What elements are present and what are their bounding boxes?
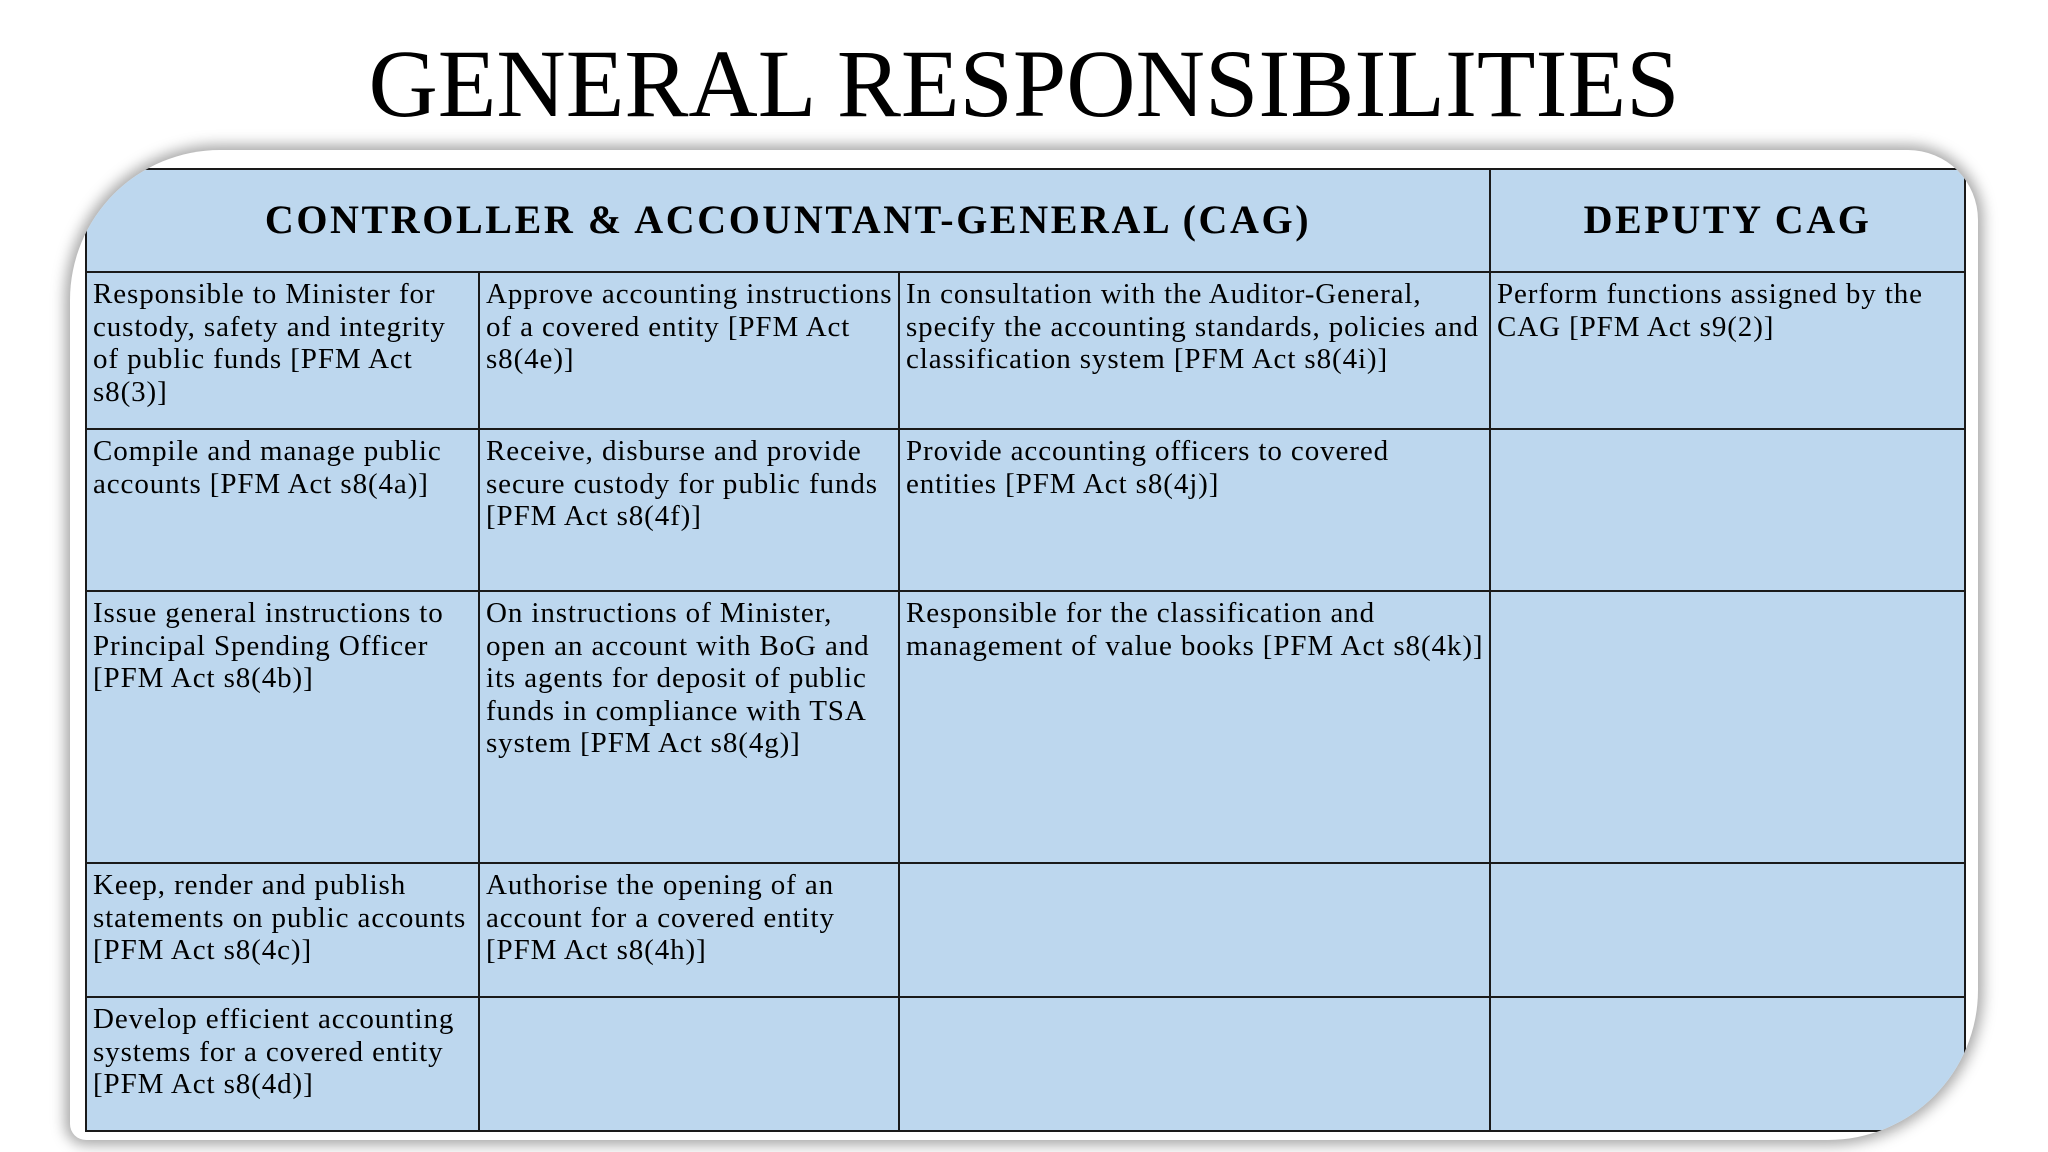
table-row <box>86 591 1965 863</box>
table-cell-empty <box>899 863 1490 997</box>
table-cell-empty <box>1490 863 1965 997</box>
header-cag: CONTROLLER & ACCOUNTANT-GENERAL (CAG) <box>86 169 1490 272</box>
table-row <box>86 997 1965 1131</box>
table-cell: Perform functions assigned by the CAG [PFM Act s9(2)] <box>1490 272 1965 429</box>
header-deputy-cag: DEPUTY CAG <box>1490 169 1965 272</box>
table-cell: Authorise the opening of an account for a covered entity [PFM Act s8(4h)] <box>479 863 899 997</box>
table-cell-empty <box>479 997 899 1131</box>
table-cell: Responsible for the classification and management of value books [PFM Act s8(4k)] <box>899 591 1490 863</box>
table-clip <box>70 150 1978 1140</box>
table-cell: In consultation with the Auditor-General, specify the accounting standards, policies and classification system [PFM Act s8(4i)] <box>899 272 1490 429</box>
table-cell: Provide accounting officers to covered entities [PFM Act s8(4j)] <box>899 429 1490 591</box>
table-cell: Compile and manage public accounts [PFM Act s8(4a)] <box>86 429 479 591</box>
responsibilities-table <box>85 168 1966 1132</box>
table-cell-empty <box>1490 997 1965 1131</box>
table-cell: Keep, render and publish statements on public accounts [PFM Act s8(4c)] <box>86 863 479 997</box>
table-header-row <box>86 169 1965 272</box>
table-cell-empty <box>1490 591 1965 863</box>
table-cell-empty <box>1490 429 1965 591</box>
table-row <box>86 863 1965 997</box>
table-cell: Receive, disburse and provide secure custody for public funds [PFM Act s8(4f)] <box>479 429 899 591</box>
table-cell: Responsible to Minister for custody, safety and integrity of public funds [PFM Act s8(3)] <box>86 272 479 429</box>
table-cell-empty <box>899 997 1490 1131</box>
table-cell: Approve accounting instructions of a covered entity [PFM Act s8(4e)] <box>479 272 899 429</box>
table-cell: Issue general instructions to Principal Spending Officer [PFM Act s8(4b)] <box>86 591 479 863</box>
table-cell: On instructions of Minister, open an account with BoG and its agents for deposit of public funds in compliance with TSA system [PFM Act s8(4g)] <box>479 591 899 863</box>
table-row <box>86 272 1965 429</box>
table-frame <box>70 150 1978 1140</box>
slide-title: GENERAL RESPONSIBILITIES <box>368 30 1680 137</box>
table-row <box>86 429 1965 591</box>
table-cell: Develop efficient accounting systems for a covered entity [PFM Act s8(4d)] <box>86 997 479 1131</box>
